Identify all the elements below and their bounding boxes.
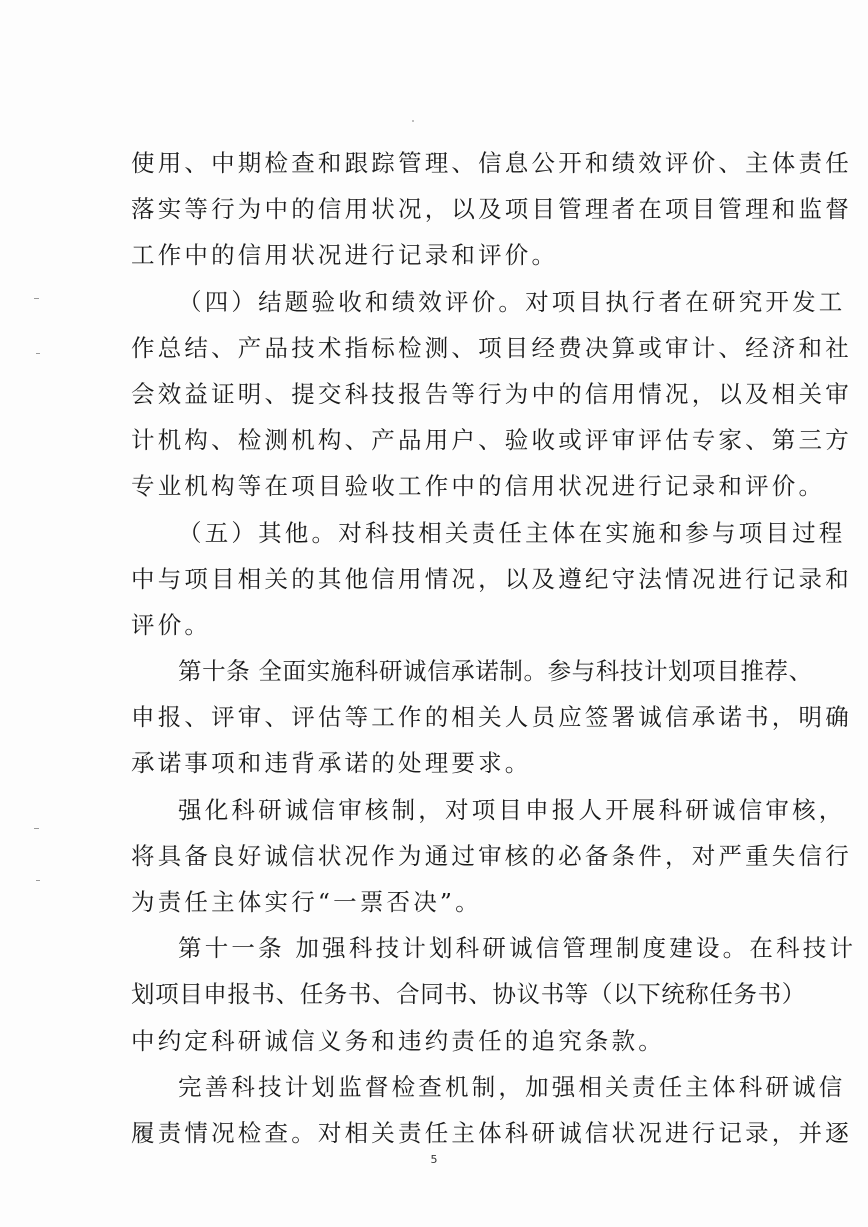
document-body	[131, 140, 857, 1156]
scan-dot	[412, 120, 414, 122]
text-line: 划项目申报书、任务书、合同书、协议书等（以下统称任务书）	[131, 980, 806, 1009]
text-line: 为责任主体实行“一票否决”。	[131, 888, 482, 916]
text-line: 评价。	[131, 610, 212, 639]
text-line: 工作中的信用状况进行记录和评价。	[131, 241, 559, 270]
page-number: 5	[430, 1153, 438, 1166]
text-line: 使用、中期检查和跟踪管理、信息公开和绩效评价、主体责任	[131, 149, 852, 177]
scan-mark	[36, 353, 40, 354]
text-line: 承诺事项和违背承诺的处理要求。	[131, 749, 532, 778]
text-line: 申报、评审、评估等工作的相关人员应签署诚信承诺书，明确	[131, 703, 852, 732]
text-line: 中约定科研诚信义务和违约责任的追究条款。	[131, 1026, 665, 1055]
text-line: 履责情况检查。对相关责任主体科研诚信状况进行记录，并逐	[131, 1118, 852, 1147]
text-line: 作总结、产品技术指标检测、项目经费决算或审计、经济和社	[131, 333, 852, 362]
paragraph-start-line: （五）其他。对科技相关责任主体在实施和参与项目过程	[178, 518, 846, 547]
text-line: 会效益证明、提交科技报告等行为中的信用情况，以及相关审	[131, 379, 852, 408]
paragraph-start-line: 第十一条 加强科技计划科研诚信管理制度建设。在科技计	[178, 934, 857, 963]
paragraph-start-line: 第十条 全面实施科研诚信承诺制。参与科技计划项目推荐、	[178, 657, 813, 686]
paragraph-start-line: 完善科技计划监督检查机制，加强相关责任主体科研诚信	[178, 1072, 846, 1101]
scan-mark	[34, 298, 39, 299]
text-line: 将具备良好诚信状况作为通过审核的必备条件，对严重失信行	[131, 841, 852, 870]
text-line: 中与项目相关的其他信用情况，以及遵纪守法情况进行记录和	[131, 564, 852, 593]
paragraph-start-line: 强化科研诚信审核制，对项目申报人开展科研诚信审核，	[178, 795, 846, 824]
text-line: 计机构、检测机构、产品用户、验收或评审评估专家、第三方	[131, 426, 852, 455]
text-line: 专业机构等在项目验收工作中的信用状况进行记录和评价。	[131, 472, 826, 501]
paragraph-start-line: （四）结题验收和绩效评价。对项目执行者在研究开发工	[178, 287, 846, 316]
text-line: 落实等行为中的信用状况，以及项目管理者在项目管理和监督	[131, 195, 852, 224]
scan-mark	[36, 880, 40, 881]
scan-mark	[34, 828, 39, 829]
